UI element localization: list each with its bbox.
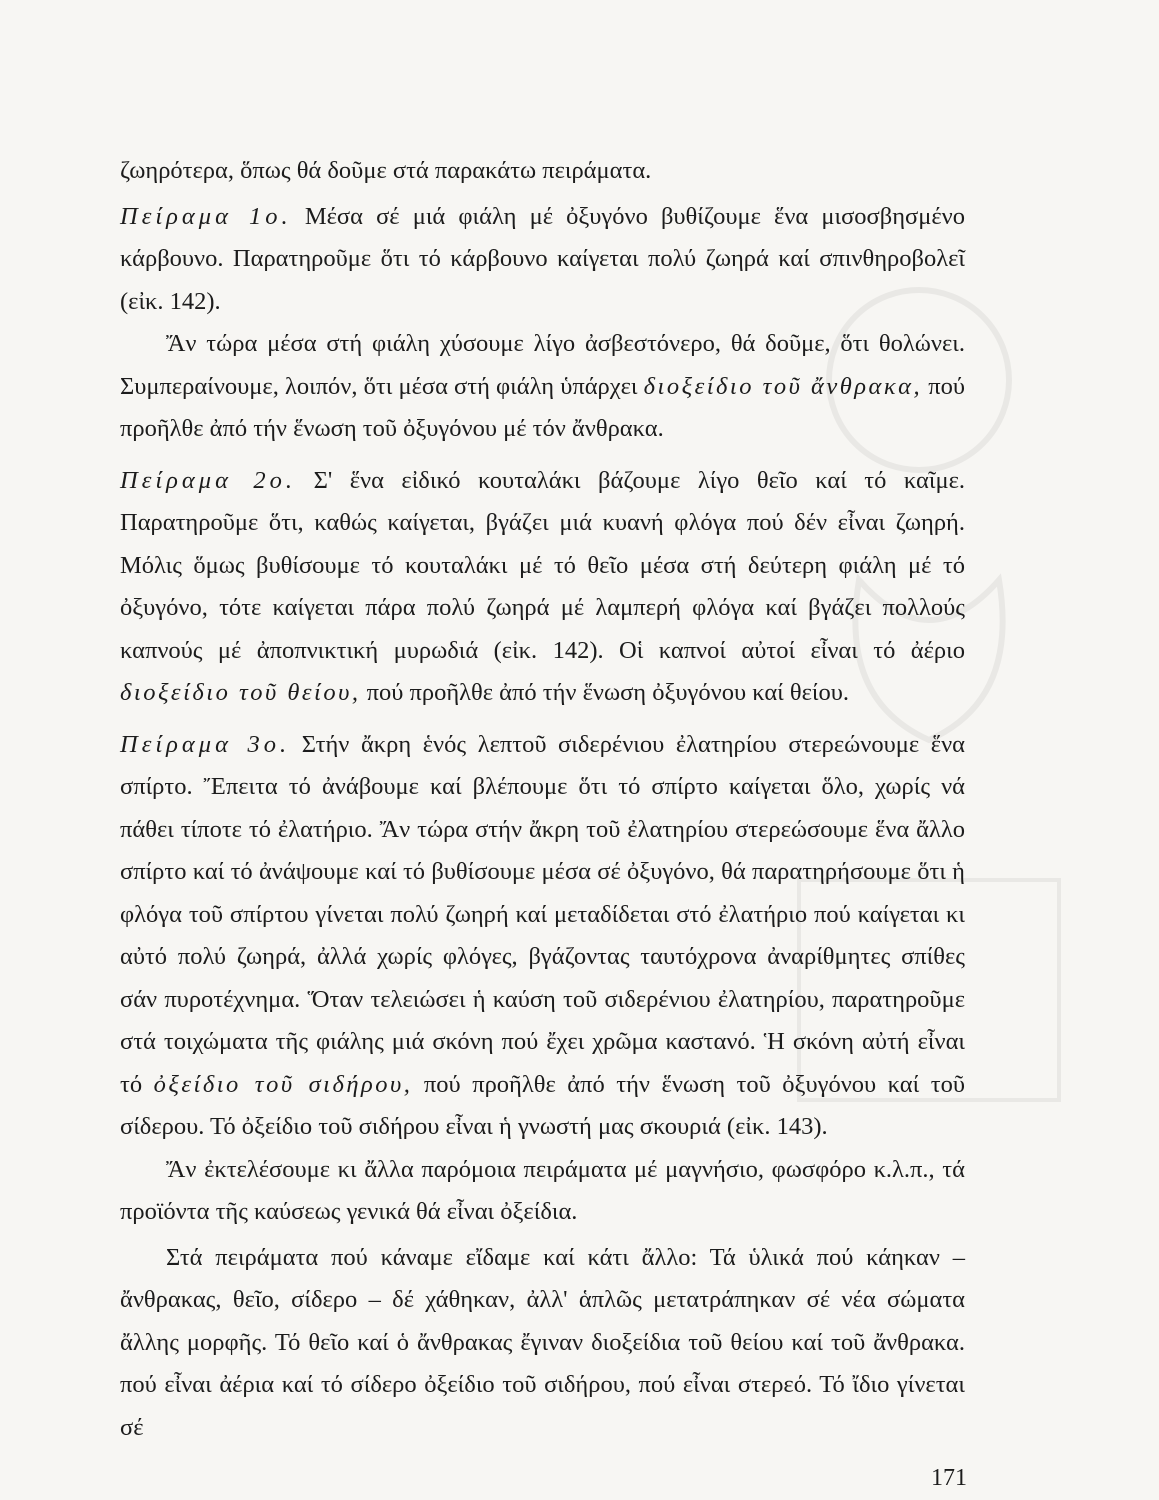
generalization-paragraph: Ἄν ἐκτελέσουμε κι ἄλλα παρόμοια πειράματα μέ μαγνήσιο, φωσφόρο κ.λ.π., τά προϊόντα τῆς καύσεως γενικά θά εἶναι ὀξείδια.: [120, 1155, 965, 1225]
limewater-text-post: πού προῆλθε ἀπό τήν ἕνωση τοῦ ὀξυγόνου μέ τόν ἄνθρακα.: [120, 372, 966, 442]
experiment-1-paragraph: [120, 196, 965, 324]
intro-line: ζωηρότερα, ὅπως θά δοῦμε στά παρακάτω πειράματα.: [120, 157, 652, 184]
limewater-text-pre: Ἄν τώρα μέσα στή φιάλη χύσουμε λίγο ἀσβεστόνερο, θά δοῦμε, ὅτι θολώνει. Συμπεραίνουμε, λοιπόν, ὅτι μέσα στή φιάλη ὑπάρχει: [120, 330, 965, 400]
experiment-3-paragraph: [120, 724, 965, 1149]
sulfur-dioxide-term: διοξείδιο τοῦ θείου,: [120, 679, 361, 706]
experiment-2-text-pre: Σ' ἕνα εἰδικό κουταλάκι βάζουμε λίγο θεῖο καί τό καῖμε. Παρατηροῦμε ὅτι, καθώς καίγεται, βγάζει μιά κυανή φλόγα πού δέν εἶναι ζωηρή. Μόλις ὅμως βυθίσουμε τό κουταλάκι μέ τό θεῖο μέσα στή δεύτερη φιάλη μέ τό ὀξυγόνο, τότε καίγεται πάρα πολύ ζωηρά μέ λαμπερή φλόγα καί βγάζει πολλούς καπνούς μέ ἀποπνικτική μυρωδιά (εἰκ. 142). Οἱ καπνοί αὐτοί εἶναι τό ἀέριο: [120, 466, 966, 664]
experiment-2-text-post: πού προῆλθε ἀπό τήν ἕνωση ὀξυγόνου καί θείου.: [360, 679, 850, 706]
experiment-3-title: Πείραμα 3ο.: [120, 730, 291, 758]
experiment-1-text: Μέσα σέ μιά φιάλη μέ ὀξυγόνο βυθίζουμε ἕνα μισοσβησμένο κάρβουνο. Παρατηροῦμε ὅτι τό κάρβουνο καίγεται πολύ ζωηρά καί σπινθηροβολεῖ (εἰκ. 142).: [120, 202, 966, 315]
carbon-dioxide-term: διοξείδιο τοῦ ἄνθρακα,: [643, 372, 923, 400]
experiment-1-title: Πείραμα 1ο.: [120, 202, 292, 230]
experiment-1-limewater-paragraph: [120, 323, 965, 451]
conclusion-paragraph: Στά πειράματα πού κάναμε εἴδαμε καί κάτι ἄλλο: Τά ὑλικά πού κάηκαν – ἄνθρακας, θεῖο, σίδερο – δέ χάθηκαν, ἀλλ' ἁπλῶς μετατράπηκαν σέ νέα σώματα ἄλλης μορφῆς. Τό θεῖο καί ὁ ἄνθρακας ἔγιναν διοξείδια τοῦ θείου καί τοῦ ἄνθρακα. πού εἶναι ἀέρια καί τό σίδερο ὀξείδιο τοῦ σιδήρου, πού εἶναι στερεό. Τό ἴδιο γίνεται σέ: [120, 1243, 965, 1441]
experiment-3-text-post: πού προῆλθε ἀπό τήν ἕνωση τοῦ ὀξυγόνου καί τοῦ σίδερου. Τό ὀξείδιο τοῦ σιδήρου εἶναι ἡ γνωστή μας σκουριά (εἰκ. 143).: [120, 1070, 965, 1140]
iron-oxide-term: ὀξείδιο τοῦ σιδήρου,: [153, 1070, 413, 1098]
page-number: 171: [931, 1465, 967, 1491]
page-body: [120, 150, 965, 1449]
experiment-3-text-pre: Στήν ἄκρη ἑνός λεπτοῦ σιδερένιου ἐλατηρίου στερεώνουμε ἕνα σπίρτο. Ἔπειτα τό ἀνάβουμε καί βλέπουμε ὅτι τό σπίρτο καίγεται ὅλο, χωρίς νά πάθει τίποτε τό ἐλατήριο. Ἄν τώρα στήν ἄκρη τοῦ ἐλατηρίου στερεώσουμε ἕνα ἄλλο σπίρτο καί τό ἀνάψουμε καί τό βυθίσουμε μέσα σέ ὀξυγόνο, θά παρατηρήσουμε ὅτι ἡ φλόγα τοῦ σπίρτου γίνεται πολύ ζωηρή καί μεταδίδεται στό ἐλατήριο πού καίγεται κι αὐτό πολύ ζωηρά, ἀλλά χωρίς φλόγες, βγάζοντας ταυτόχρονα ἀναρίθμητες σπίθες σάν πυροτέχνημα. Ὅταν τελειώσει ἡ καύση τοῦ σιδερένιου ἐλατηρίου, παρατηροῦμε στά τοιχώματα τῆς φιάλης μιά σκόνη πού ἔχει χρῶμα καστανό. Ἡ σκόνη αὐτή εἶναι τό: [120, 730, 965, 1098]
experiment-2-paragraph: [120, 460, 965, 715]
experiment-2-title: Πείραμα 2ο.: [120, 466, 297, 494]
